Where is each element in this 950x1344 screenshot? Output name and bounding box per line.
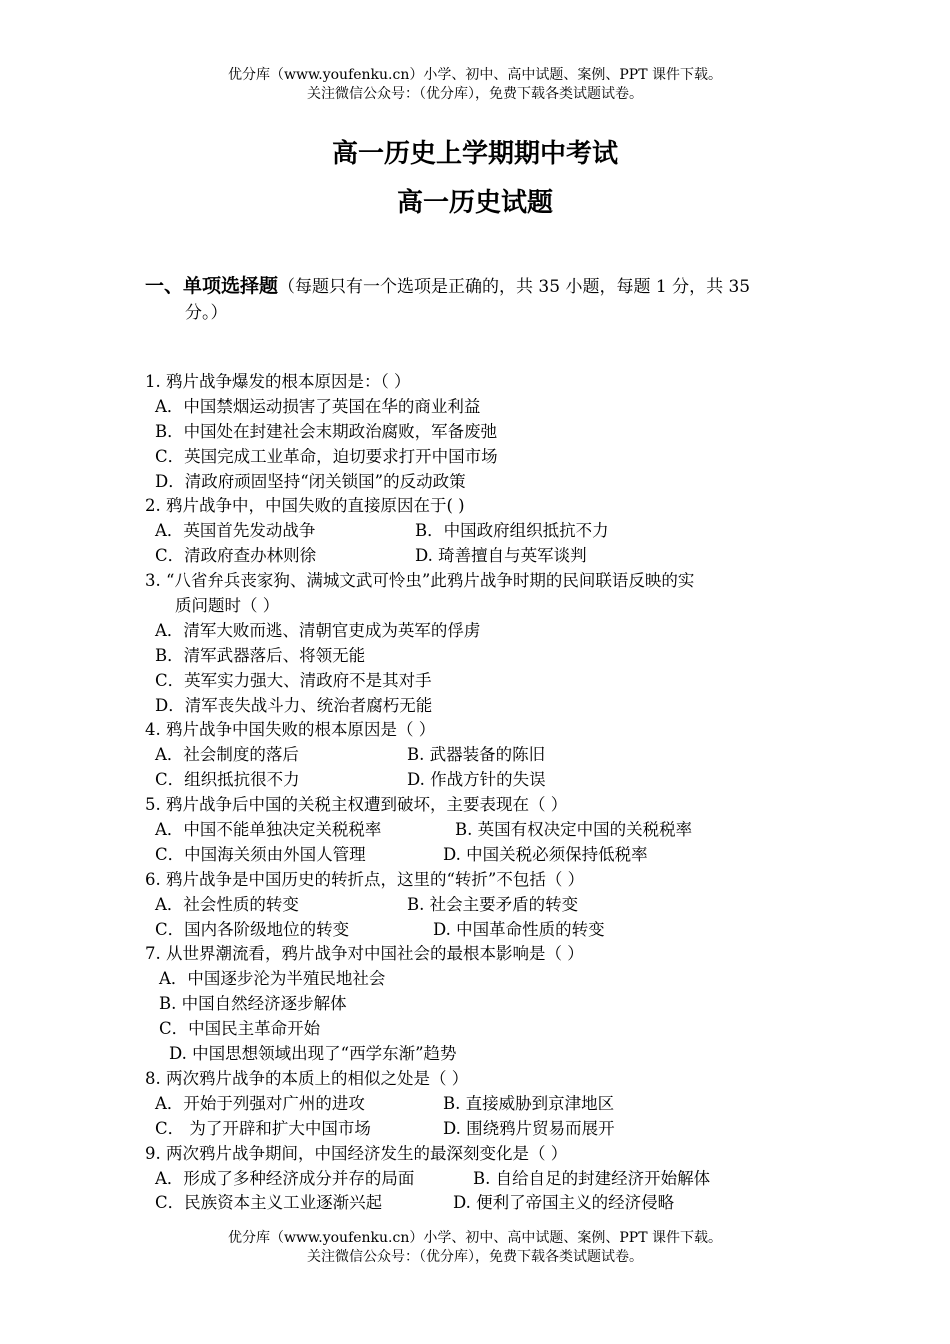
question-9-option-b: B. 自给自足的封建经济开始解体 <box>473 1168 711 1188</box>
question-8-option-c: C． 为了开辟和扩大中国市场 <box>155 1118 371 1138</box>
question-5-stem: 5. 鸦片战争后中国的关税主权遭到破坏，主要表现在（ ） <box>145 795 568 815</box>
question-4-option-c: C．组织抵抗很不力 <box>155 770 300 790</box>
question-3-option-b: B．清军武器落后、将领无能 <box>155 645 366 665</box>
question-9-option-c: C．民族资本主义工业逐渐兴起 <box>155 1193 383 1213</box>
question-5-option-b: B. 英国有权决定中国的关税税率 <box>455 820 693 840</box>
question-5-option-a: A．中国不能单独决定关税税率 <box>155 820 382 840</box>
question-6-stem: 6. 鸦片战争是中国历史的转折点，这里的“转折”不包括（ ） <box>145 869 585 889</box>
question-1-stem: 1. 鸦片战争爆发的根本原因是：（ ） <box>145 372 411 391</box>
question-4-options-row-1 <box>145 743 835 768</box>
question-3-option-d: D．清军丧失战斗力、统治者腐朽无能 <box>155 695 433 715</box>
question-6-option-d: D. 中国革命性质的转变 <box>433 919 605 939</box>
section-note: （每题只有一个选项是正确的，共 35 小题，每题 1 分，共 35 <box>278 277 751 297</box>
question-2-option-b: B．中国政府组织抵抗不力 <box>415 521 609 541</box>
question-3-option-c: C．英军实力强大、清政府不是其对手 <box>155 670 432 690</box>
question-7-option-d: D. 中国思想领域出现了“西学东渐”趋势 <box>169 1044 457 1064</box>
exam-title: 高一历史上学期期中考试 <box>331 139 618 169</box>
footer-line-1: 优分库（www.youfenku.cn）小学、初中、高中试题、案例、PPT 课件下载。 <box>227 1230 722 1246</box>
question-8-option-b: B. 直接威胁到京津地区 <box>443 1093 615 1113</box>
question-9-option-a: A．形成了多种经济成分并存的局面 <box>155 1168 415 1188</box>
question-8-options-row-1 <box>145 1092 835 1117</box>
question-3-stem: 3. “八省弁兵丧家狗、满城文武可怜虫”此鸦片战争时期的民间联语反映的实 <box>145 571 695 591</box>
question-9-option-d: D. 便利了帝国主义的经济侵略 <box>453 1193 675 1213</box>
question-1-option-d: D．清政府顽固坚持“闭关锁国”的反动政策 <box>155 471 466 491</box>
question-6-option-c: C．国内各阶级地位的转变 <box>155 919 350 939</box>
question-2-option-a: A．英国首先发动战争 <box>155 521 316 541</box>
question-2-options-row-2 <box>145 544 835 569</box>
header-line-1: 优分库（www.youfenku.cn）小学、初中、高中试题、案例、PPT 课件下载。 <box>227 67 722 83</box>
question-2-stem: 2. 鸦片战争中，中国失败的直接原因在于( ) <box>145 496 465 516</box>
question-7-option-a: A．中国逐步沦为半殖民地社会 <box>159 969 386 989</box>
question-3-stem-continued: 质问题时（ ） <box>175 596 280 616</box>
question-8-option-a: A．开始于列强对广州的进攻 <box>155 1093 365 1113</box>
question-4-stem: 4. 鸦片战争中国失败的根本原因是（ ） <box>145 720 436 740</box>
question-1-option-c: C．英国完成工业革命，迫切要求打开中国市场 <box>155 446 498 466</box>
header-line-2: 关注微信公众号：（优分库），免费下载各类试题试卷。 <box>307 86 643 102</box>
question-list <box>145 370 835 1216</box>
question-5-options-row-2 <box>145 843 835 868</box>
question-6-options-row-2 <box>145 918 835 943</box>
section-heading <box>145 273 820 326</box>
question-8-option-d: D. 围绕鸦片贸易而展开 <box>443 1118 615 1138</box>
question-8-options-row-2 <box>145 1117 835 1142</box>
footer-line-2: 关注微信公众号：（优分库），免费下载各类试题试卷。 <box>307 1249 643 1265</box>
question-4-options-row-2 <box>145 768 835 793</box>
question-8-stem: 8. 两次鸦片战争的本质上的相似之处是（ ） <box>145 1068 469 1088</box>
question-6-option-b: B. 社会主要矛盾的转变 <box>407 894 579 914</box>
question-7-option-c: C．中国民主革命开始 <box>159 1019 321 1039</box>
question-7-stem: 7. 从世界潮流看，鸦片战争对中国社会的最根本影响是（ ） <box>145 944 584 964</box>
section-label: 一、单项选择题 <box>145 275 279 297</box>
section-note-continued: 分。） <box>185 303 228 323</box>
exam-subtitle: 高一历史试题 <box>396 188 553 218</box>
question-2-option-c: C．清政府查办林则徐 <box>155 546 317 566</box>
page-header <box>0 66 950 104</box>
question-9-options-row-2 <box>145 1191 835 1216</box>
question-6-options-row-1 <box>145 893 835 918</box>
question-7-option-b: B. 中国自然经济逐步解体 <box>159 994 347 1014</box>
question-5-option-d: D. 中国关税必须保持低税率 <box>443 844 648 864</box>
question-9-options-row-1 <box>145 1167 835 1192</box>
question-3-option-a: A．清军大败而逃、清朝官吏成为英军的俘虏 <box>155 620 481 640</box>
question-6-option-a: A．社会性质的转变 <box>155 894 299 914</box>
question-4-option-d: D. 作战方针的失误 <box>407 770 546 790</box>
question-1-option-b: B．中国处在封建社会末期政治腐败，军备废弛 <box>155 421 498 441</box>
page-footer <box>0 1229 950 1267</box>
question-4-option-a: A．社会制度的落后 <box>155 745 299 765</box>
question-2-option-d: D. 琦善擅自与英军谈判 <box>415 546 587 566</box>
question-9-stem: 9. 两次鸦片战争期间，中国经济发生的最深刻变化是（ ） <box>145 1143 568 1163</box>
question-5-options-row-1 <box>145 818 835 843</box>
question-4-option-b: B. 武器装备的陈旧 <box>407 745 546 765</box>
question-5-option-c: C．中国海关须由外国人管理 <box>155 844 366 864</box>
question-1-option-a: A．中国禁烟运动损害了英国在华的商业利益 <box>155 396 481 416</box>
question-2-options-row-1 <box>145 519 835 544</box>
